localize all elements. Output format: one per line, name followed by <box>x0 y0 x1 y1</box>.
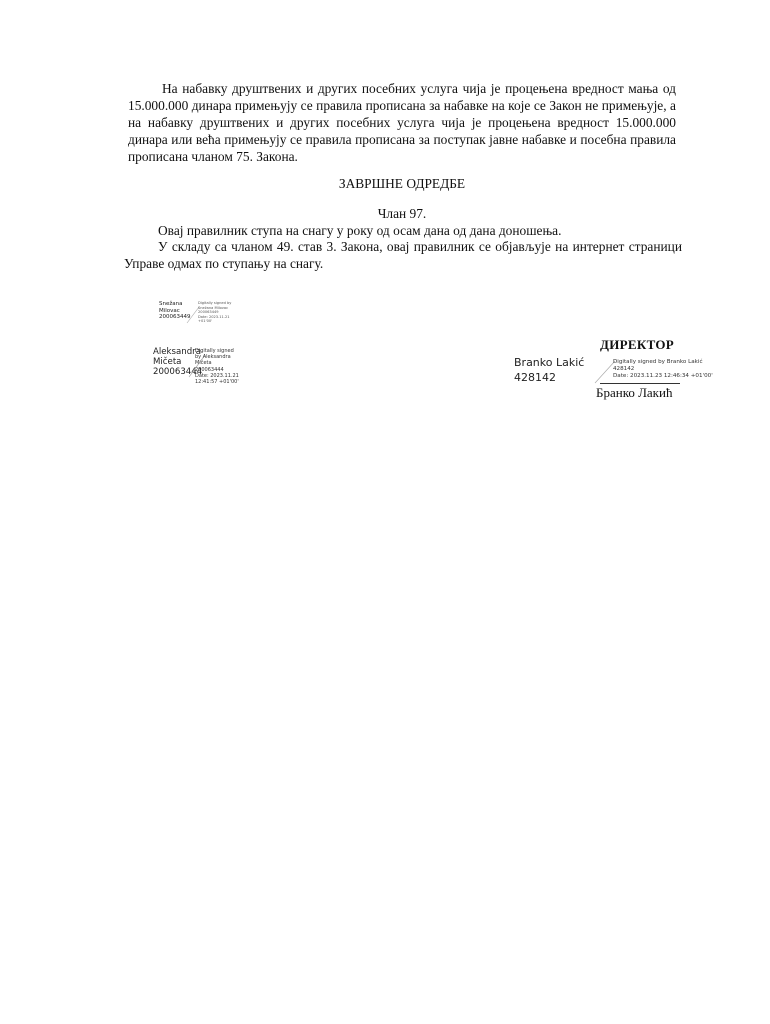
signature-name-line: Snežana <box>159 301 183 307</box>
paragraph-publication: У складу са чланом 49. став 3. Закона, овај правилник се објављује на интернет страници Управе одмах по ступању на снагу. <box>124 239 682 271</box>
signature-details-lakic <box>613 359 723 380</box>
signature-name-line: 200063449 <box>159 314 191 321</box>
paragraph-entry-into-force: Овај правилник ступа на снагу у року од осам дана од дана доношења. <box>158 223 562 238</box>
director-printed-name: Бранко Лакић <box>596 385 673 400</box>
signature-line <box>600 383 680 384</box>
signature-detail-line: Digitally signed <box>195 348 234 354</box>
signature-detail-line: Digitally signed by <box>198 301 232 305</box>
signature-detail-line: 200063449 <box>198 310 219 315</box>
signature-detail-line: by Aleksandra <box>195 354 231 361</box>
section-heading: ЗАВРШНЕ ОДРЕДБЕ <box>338 176 466 191</box>
signature-detail-line: +01'00' <box>198 319 213 324</box>
signature-details-milovac <box>198 301 240 324</box>
signature-detail-line: 12:41:57 +01'00' <box>195 379 239 386</box>
paragraph-social-services: На набавку друштвених и других посебних услуга чија је процењена вредност мања од 15.000.000 динара примењују се правила прописана за набавке на које се Закон не примењује, а на набавку друштвених и других посебних услуга чија је процењена вредност 15.000.000 динара или већа примењују се правила прописана за поступак јавне набавке и посебна правила прописана чланом 75. Закона. <box>128 81 676 164</box>
signature-detail-line: Mičeta 200063444 <box>195 360 224 373</box>
signature-name-line: Milovac <box>159 307 180 314</box>
signature-detail-line: Snežana Milovac <box>198 305 229 310</box>
signature-name-line: 200063444 <box>153 367 203 378</box>
signature-name-line: Aleksandra <box>153 347 201 357</box>
signature-detail-line: 428142 <box>613 366 635 372</box>
signature-name-line: Branko Lakić <box>514 356 585 369</box>
article-heading: Члан 97. <box>377 206 427 221</box>
signature-name-lakic <box>514 355 594 385</box>
signature-detail-line: Date: 2023.11.23 12:46:34 +01'00' <box>613 373 713 379</box>
signature-detail-line: Digitally signed by Branko Lakić <box>613 359 703 365</box>
signature-details-miceta <box>195 348 241 385</box>
signature-detail-line: Date: 2023.11.21 <box>195 372 239 379</box>
signature-name-line: Mičeta <box>153 357 182 368</box>
signature-name-line: 428142 <box>514 371 556 384</box>
director-title: ДИРЕКТОР <box>600 337 675 352</box>
signature-detail-line: Date: 2023.11.21 <box>198 314 230 319</box>
